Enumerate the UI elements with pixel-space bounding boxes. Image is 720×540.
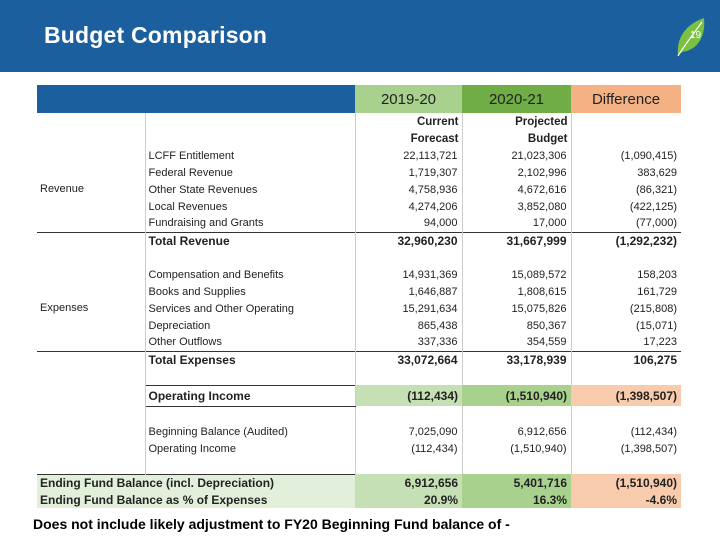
cell-2019-20: (112,434)	[355, 440, 462, 457]
cell-2020-21: 1,808,615	[462, 283, 571, 300]
ending-balance-pct-row	[37, 491, 681, 508]
subheader-row	[37, 130, 681, 147]
cell-2020-21: 33,178,939	[462, 351, 571, 368]
subheader-projected: Projected	[462, 113, 571, 130]
cell-difference: 17,223	[643, 336, 677, 349]
cell-2020-21: 31,667,999	[462, 232, 571, 249]
cell-difference: 158,203	[637, 268, 677, 281]
row-label: Total Expenses	[145, 351, 355, 368]
cell-difference: (1,398,507)	[620, 442, 677, 455]
cell-difference: (86,321)	[636, 183, 677, 196]
cell-2020-21: 5,401,716	[462, 474, 571, 491]
cell-2020-21: 17,000	[462, 215, 571, 232]
total-row	[37, 351, 681, 368]
row-label: Ending Fund Balance as % of Expenses	[37, 491, 355, 508]
row-label: Operating Income	[145, 440, 355, 457]
operating-income-row	[37, 385, 681, 406]
row-label: Depreciation	[145, 317, 355, 334]
subheader-budget: Budget	[462, 130, 571, 147]
cell-2020-21: 4,672,616	[462, 181, 571, 198]
table-row	[37, 423, 681, 440]
slide-number: 19	[690, 30, 702, 41]
cell-2019-20: 865,438	[355, 317, 462, 334]
title-bar	[0, 0, 720, 72]
cell-2020-21: 15,075,826	[462, 300, 571, 317]
cell-2020-21: 6,912,656	[462, 423, 571, 440]
cell-difference: (1,090,415)	[620, 149, 677, 162]
cell-2019-20: 94,000	[355, 215, 462, 232]
subheader-forecast: Forecast	[355, 130, 462, 147]
cell-2019-20: 32,960,230	[355, 232, 462, 249]
row-label: Other Outflows	[145, 334, 355, 351]
cell-2019-20: 15,291,634	[355, 300, 462, 317]
total-row	[37, 232, 681, 249]
cell-difference: (422,125)	[629, 200, 677, 213]
col-header-difference: Difference	[571, 85, 681, 113]
header-blank-cell	[37, 85, 145, 113]
row-label: Total Revenue	[145, 232, 355, 249]
cell-difference: (77,000)	[636, 217, 677, 230]
cell-2019-20: 22,113,721	[355, 147, 462, 164]
cell-2019-20: 20.9%	[355, 491, 462, 508]
cell-2019-20: 1,646,887	[355, 283, 462, 300]
header-blank-cell	[145, 85, 355, 113]
row-label: Federal Revenue	[145, 164, 355, 181]
col-header-2020-21: 2020-21	[462, 85, 571, 113]
row-label: Operating Income	[145, 385, 355, 406]
row-label: Beginning Balance (Audited)	[145, 423, 355, 440]
row-label: LCFF Entitlement	[145, 147, 355, 164]
cell-2020-21: 15,089,572	[462, 266, 571, 283]
cell-2020-21: (1,510,940)	[462, 440, 571, 457]
cell-2020-21: 21,023,306	[462, 147, 571, 164]
cell-difference: (15,071)	[636, 319, 677, 332]
cell-2019-20: 7,025,090	[355, 423, 462, 440]
cell-2020-21: 2,102,996	[462, 164, 571, 181]
cell-difference: -4.6%	[571, 491, 681, 508]
cell-2020-21: 850,367	[462, 317, 571, 334]
cell-difference: 383,629	[637, 166, 677, 179]
row-label: Ending Fund Balance (incl. Depreciation)	[37, 474, 355, 491]
section-label-expenses: Expenses	[37, 266, 145, 351]
ending-balance-row	[37, 474, 681, 491]
cell-2019-20: 33,072,664	[355, 351, 462, 368]
table-row	[37, 440, 681, 457]
cell-2019-20: 1,719,307	[355, 164, 462, 181]
col-header-2019-20: 2019-20	[355, 85, 462, 113]
row-label: Other State Revenues	[145, 181, 355, 198]
cell-2020-21: 16.3%	[462, 491, 571, 508]
cell-2019-20: 14,931,369	[355, 266, 462, 283]
cell-2019-20: 4,274,206	[355, 198, 462, 215]
row-label: Services and Other Operating	[145, 300, 355, 317]
cell-difference: (1,398,507)	[571, 385, 681, 406]
row-label: Books and Supplies	[145, 283, 355, 300]
table-row	[37, 266, 681, 283]
cell-difference: 161,729	[637, 285, 677, 298]
cell-difference: (215,808)	[629, 302, 677, 315]
section-label-revenue: Revenue	[37, 147, 145, 232]
subheader-current: Current	[355, 113, 462, 130]
cell-2019-20: 337,336	[355, 334, 462, 351]
cell-2019-20: 4,758,936	[355, 181, 462, 198]
cell-difference: 106,275	[571, 351, 681, 368]
cell-2020-21: 354,559	[462, 334, 571, 351]
cell-2019-20: (112,434)	[355, 385, 462, 406]
page-title: Budget Comparison	[44, 22, 268, 48]
footnote: Does not include likely adjustment to FY20 Beginning Fund balance of -	[33, 516, 510, 532]
table-row	[37, 147, 681, 164]
cell-2020-21: 3,852,080	[462, 198, 571, 215]
cell-difference: (1,510,940)	[571, 474, 681, 491]
table-header-row	[37, 85, 681, 113]
cell-difference: (1,292,232)	[571, 232, 681, 249]
row-label: Fundraising and Grants	[145, 215, 355, 232]
cell-2020-21: (1,510,940)	[462, 385, 571, 406]
cell-2019-20: 6,912,656	[355, 474, 462, 491]
subheader-row	[37, 113, 681, 130]
budget-table	[37, 85, 681, 508]
row-label: Compensation and Benefits	[145, 266, 355, 283]
row-label: Local Revenues	[145, 198, 355, 215]
cell-difference: (112,434)	[630, 425, 677, 438]
